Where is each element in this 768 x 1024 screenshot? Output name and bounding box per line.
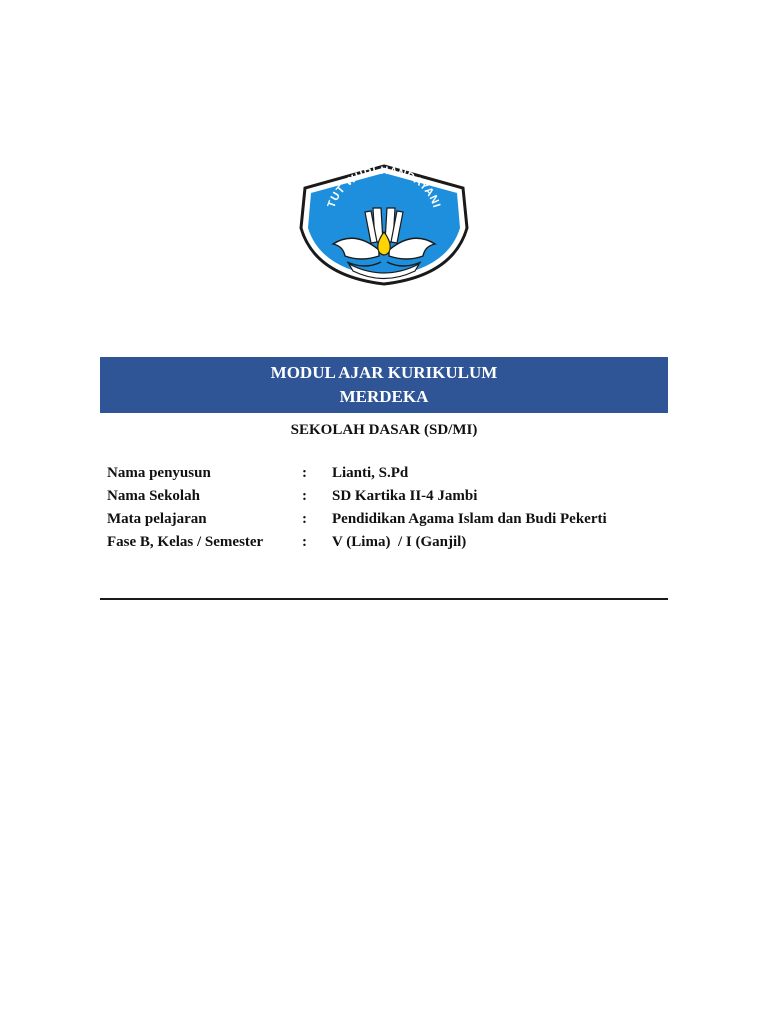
table-row — [107, 508, 667, 531]
title-line-1: MODUL AJAR KURIKULUM — [270, 363, 498, 382]
tut-wuri-handayani-logo — [295, 158, 473, 290]
table-row — [107, 531, 667, 554]
identity-table — [107, 462, 667, 554]
row-separator: : — [302, 488, 307, 504]
row-label: Nama Sekolah — [107, 488, 200, 504]
row-label: Mata pelajaran — [107, 511, 207, 527]
row-label: Fase B, Kelas / Semester — [107, 534, 264, 550]
row-value: V (Lima) / I (Ganjil) — [332, 534, 467, 550]
title-line-2: MERDEKA — [339, 387, 429, 406]
row-separator: : — [302, 534, 307, 550]
row-separator: : — [302, 511, 307, 527]
school-level-subtitle: SEKOLAH DASAR (SD/MI) — [290, 422, 478, 438]
table-row — [107, 462, 667, 485]
row-value: Lianti, S.Pd — [332, 465, 409, 481]
row-separator: : — [302, 465, 307, 481]
horizontal-divider — [100, 598, 668, 600]
title-banner — [100, 357, 668, 413]
row-label: Nama penyusun — [107, 465, 211, 481]
row-value: Pendidikan Agama Islam dan Budi Pekerti — [332, 511, 607, 527]
logo-motto: TUT WURI HANDAYANI — [325, 164, 443, 210]
row-value: SD Kartika II-4 Jambi — [332, 488, 478, 504]
table-row — [107, 485, 667, 508]
